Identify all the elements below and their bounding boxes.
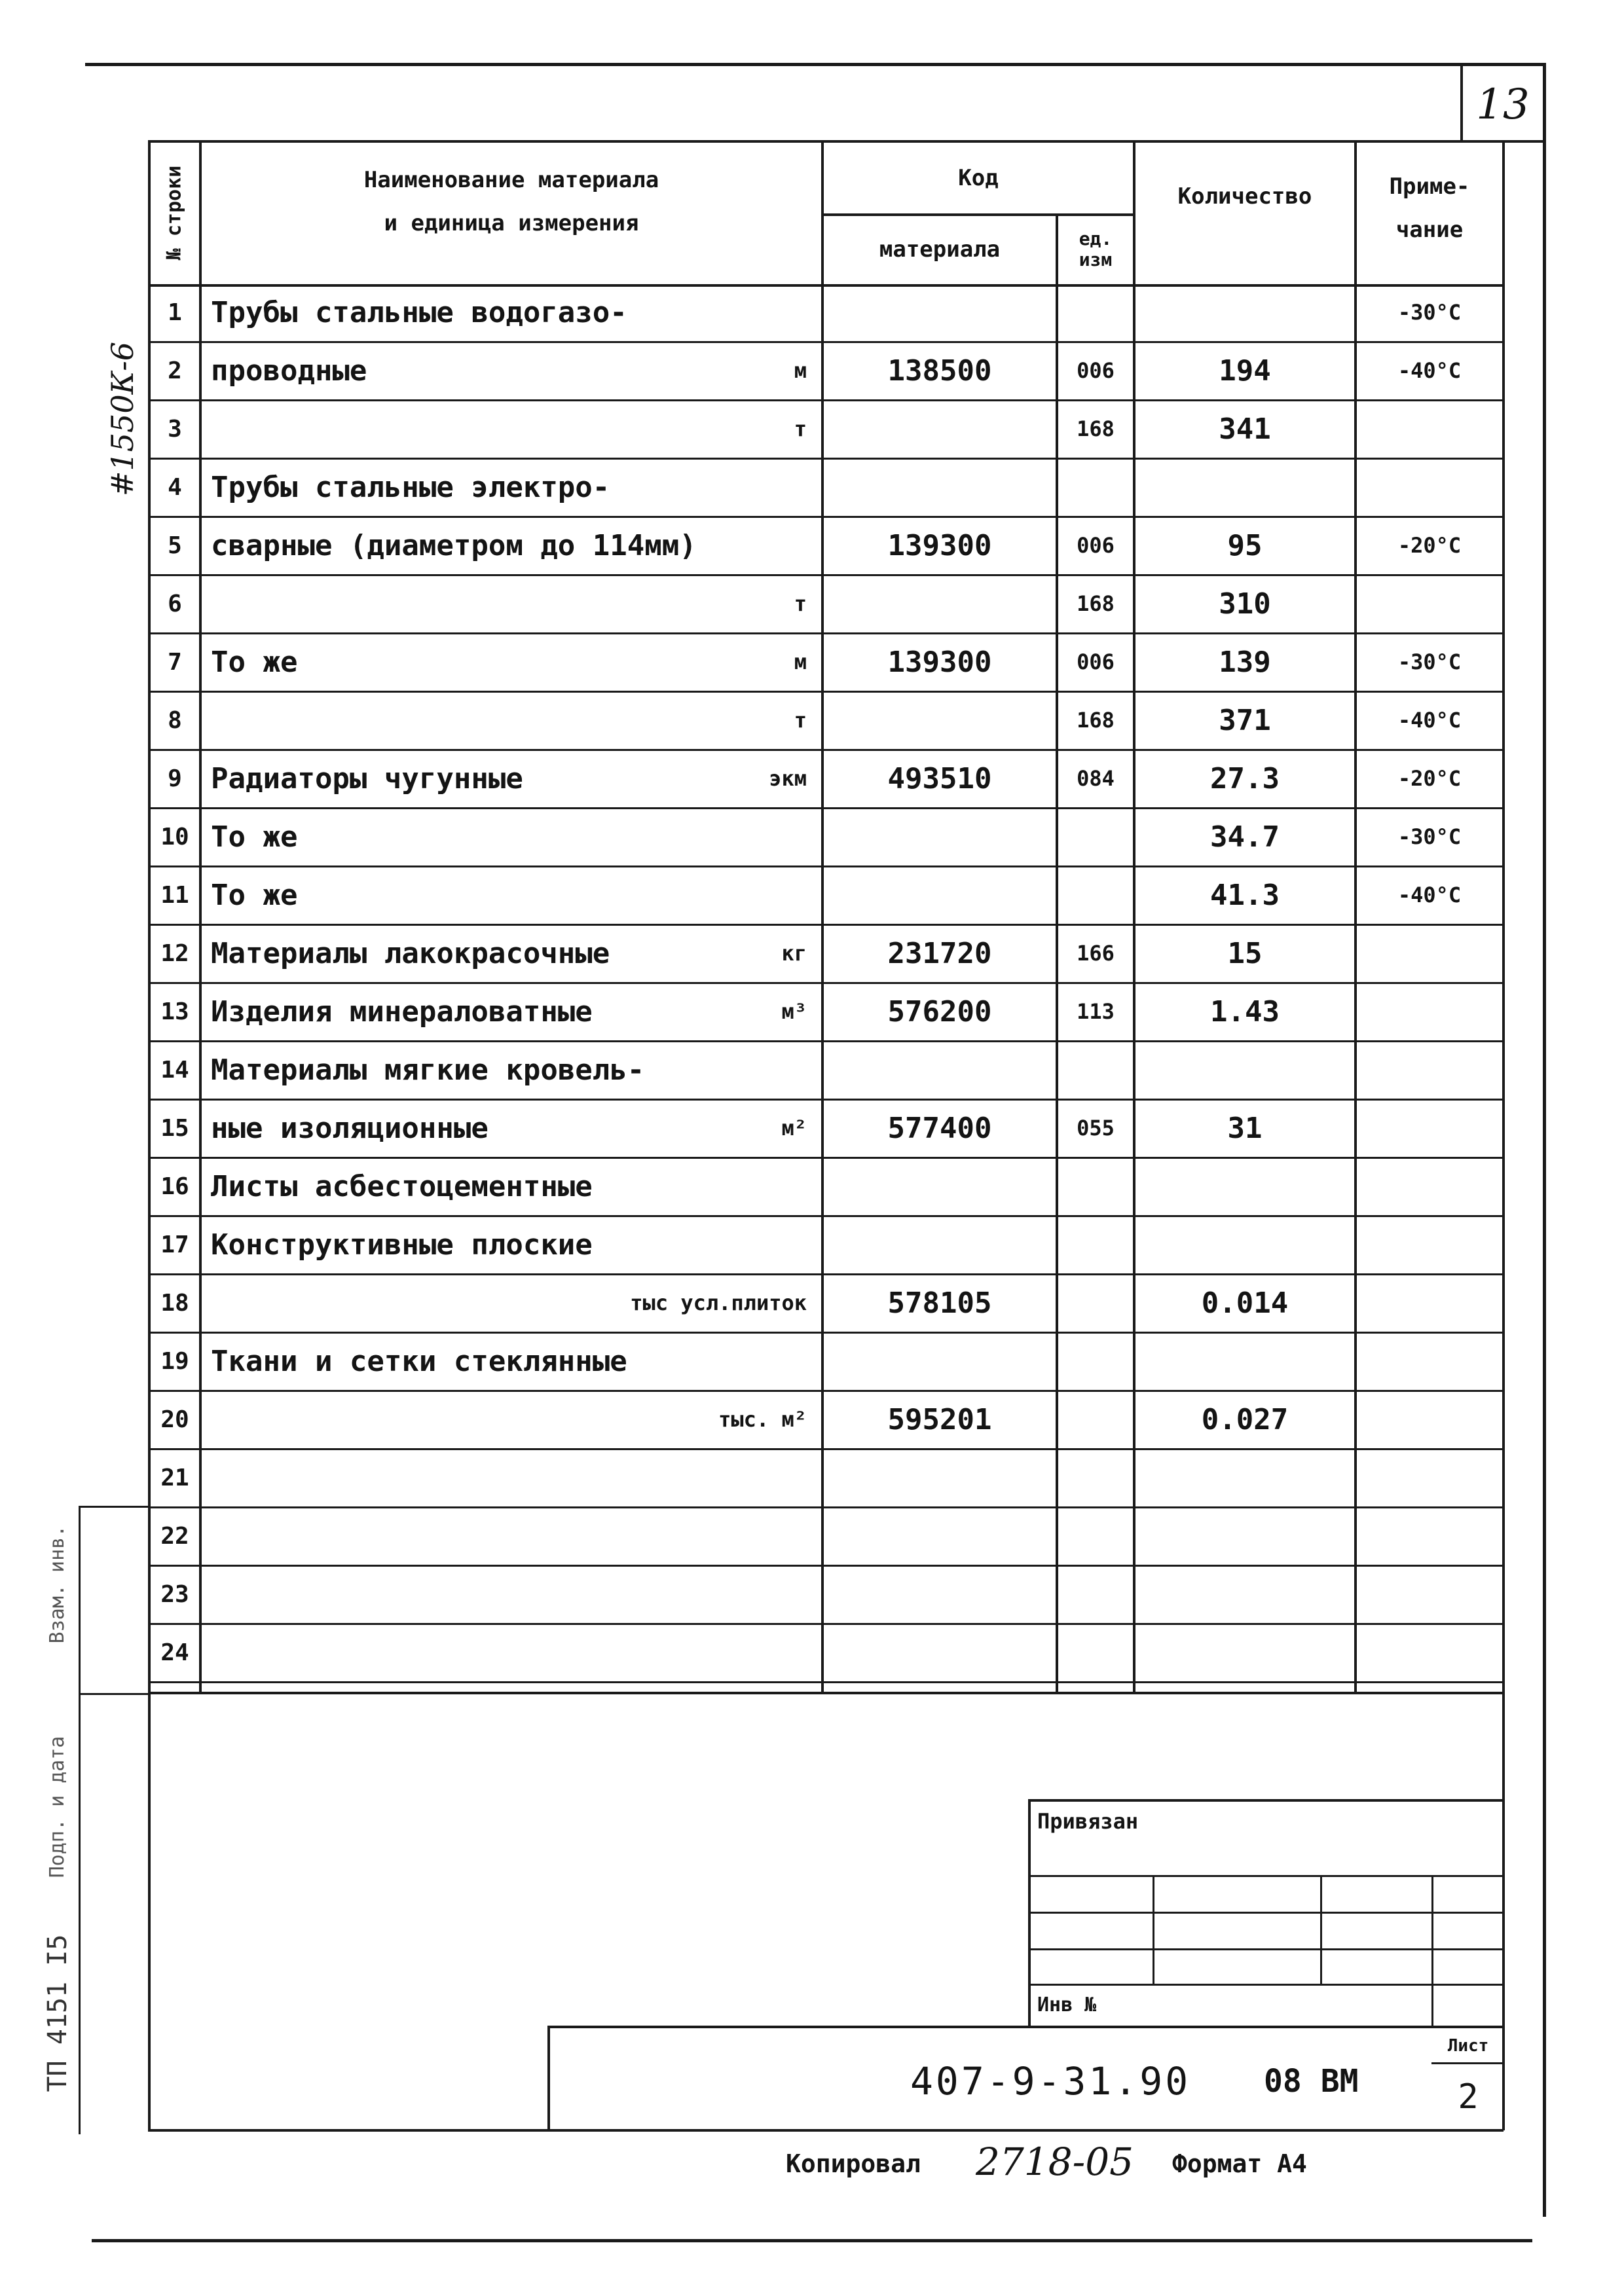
row-number: 16 xyxy=(160,1173,189,1200)
material-code xyxy=(824,809,1056,865)
unit-code: 168 xyxy=(1077,591,1115,616)
quantity xyxy=(1135,1566,1354,1622)
material-unit: кг xyxy=(781,941,807,966)
header-note-line1: Приме- xyxy=(1389,173,1470,200)
row-number: 21 xyxy=(160,1464,189,1491)
material-name: Трубы стальные водогазо- xyxy=(211,295,627,329)
material-name: То же xyxy=(211,878,298,912)
row-number: 17 xyxy=(160,1231,189,1258)
unit-code xyxy=(1058,1566,1133,1622)
unit-code xyxy=(1058,1158,1133,1214)
material-name xyxy=(211,1391,669,1448)
material-unit xyxy=(655,1042,807,1098)
row-number: 7 xyxy=(168,648,182,676)
row-number: 20 xyxy=(160,1406,189,1433)
material-unit xyxy=(655,1508,807,1564)
sheet-label: Лист xyxy=(1447,2036,1489,2056)
material-unit: тыс. м² xyxy=(718,1407,807,1432)
side-label-replace: Взам. инв. xyxy=(46,1525,69,1644)
material-name xyxy=(211,1624,669,1681)
sheet-box-split xyxy=(1431,2062,1504,2064)
row-divider xyxy=(148,1681,1504,1683)
material-code xyxy=(824,1449,1056,1506)
material-code: 576200 xyxy=(887,994,992,1029)
note xyxy=(1357,1333,1502,1389)
stamp-vline-2 xyxy=(1320,1875,1322,1985)
unit-code xyxy=(1058,1333,1133,1389)
note xyxy=(1357,925,1502,981)
table-bottom-line xyxy=(148,1692,1504,1694)
unit-code xyxy=(1058,1275,1133,1331)
unit-code xyxy=(1058,284,1133,340)
row-number: 14 xyxy=(160,1056,189,1084)
frame-bottom-line xyxy=(148,2129,1504,2132)
material-code: 578105 xyxy=(887,1286,992,1320)
material-unit: м³ xyxy=(781,999,807,1024)
row-number: 5 xyxy=(168,532,182,559)
quantity: 15 xyxy=(1227,936,1263,970)
quantity xyxy=(1135,1449,1354,1506)
unit-code: 006 xyxy=(1077,649,1115,674)
page-number: 13 xyxy=(1476,81,1530,129)
note xyxy=(1357,1508,1502,1564)
material-unit xyxy=(655,1216,807,1273)
material-name: Ткани и сетки стеклянные xyxy=(211,1344,627,1378)
col-line-num xyxy=(199,140,202,1692)
material-name: Радиаторы чугунные xyxy=(211,761,523,795)
quantity: 95 xyxy=(1227,528,1263,562)
unit-code: 168 xyxy=(1077,416,1115,441)
row-number: 24 xyxy=(160,1639,189,1666)
unit-code: 006 xyxy=(1077,358,1115,383)
row-number: 8 xyxy=(168,706,182,734)
col-line-note xyxy=(1502,140,1505,2130)
quantity: 371 xyxy=(1219,703,1271,737)
header-row-num: № строки xyxy=(162,165,185,261)
material-unit xyxy=(655,459,807,515)
material-unit: м xyxy=(794,358,807,383)
material-name: Изделия минераловатные xyxy=(211,994,593,1029)
unit-code: 166 xyxy=(1077,941,1115,966)
quantity xyxy=(1135,1333,1354,1389)
note: -40°С xyxy=(1397,883,1462,907)
material-code xyxy=(824,1566,1056,1622)
material-code xyxy=(824,401,1056,457)
quantity: 341 xyxy=(1219,412,1271,446)
material-name: Материалы мягкие кровель- xyxy=(211,1053,645,1087)
row-number: 3 xyxy=(168,415,182,443)
material-unit xyxy=(655,284,807,340)
material-name: проводные xyxy=(211,354,367,388)
material-unit xyxy=(655,1566,807,1622)
page-bottom-rule xyxy=(92,2239,1532,2242)
note xyxy=(1357,1042,1502,1098)
material-unit xyxy=(655,1333,807,1389)
material-code xyxy=(824,1508,1056,1564)
material-name: То же xyxy=(211,820,298,854)
material-name xyxy=(211,1449,669,1506)
note: -20°С xyxy=(1397,766,1462,791)
material-code: 138500 xyxy=(887,354,992,388)
material-code xyxy=(824,1158,1056,1214)
material-code xyxy=(824,459,1056,515)
stamp-top-line xyxy=(1028,1799,1504,1802)
unit-code: 006 xyxy=(1077,533,1115,558)
material-unit: экм xyxy=(769,766,807,791)
row-number: 15 xyxy=(160,1114,189,1142)
row-number: 22 xyxy=(160,1522,189,1550)
quantity xyxy=(1135,284,1354,340)
material-code xyxy=(824,284,1056,340)
material-name xyxy=(211,1275,669,1331)
row-number: 2 xyxy=(168,357,182,384)
quantity xyxy=(1135,1042,1354,1098)
material-unit xyxy=(655,809,807,865)
material-name xyxy=(211,575,669,632)
material-unit: м xyxy=(794,649,807,674)
note: -30°С xyxy=(1397,649,1462,674)
row-number: 11 xyxy=(160,881,189,909)
material-code: 139300 xyxy=(887,645,992,679)
material-code: 595201 xyxy=(887,1402,992,1436)
stamp-vline-1 xyxy=(1153,1875,1154,1985)
row-number: 1 xyxy=(168,299,182,326)
material-name: сварные (диаметром до 114мм) xyxy=(211,528,697,562)
note xyxy=(1357,575,1502,632)
binding-strip-divider xyxy=(79,1693,149,1695)
material-unit xyxy=(655,867,807,923)
quantity: 310 xyxy=(1219,587,1271,621)
material-name: Конструктивные плоские xyxy=(211,1228,593,1262)
note xyxy=(1357,1391,1502,1448)
unit-code xyxy=(1058,1216,1133,1273)
row-number: 19 xyxy=(160,1347,189,1375)
material-code xyxy=(824,575,1056,632)
doc-suffix: 08 ВМ xyxy=(1264,2063,1359,2100)
doc-code: 407-9-31.90 xyxy=(910,2059,1191,2104)
quantity: 1.43 xyxy=(1210,994,1280,1029)
note: -30°С xyxy=(1397,300,1462,325)
material-unit: тыс усл.плиток xyxy=(630,1290,807,1315)
note: -40°С xyxy=(1397,358,1462,383)
side-archive-number: #1550К-6 xyxy=(105,341,140,497)
titleblock-top-line xyxy=(547,2026,1504,2028)
row-number: 9 xyxy=(168,765,182,792)
material-unit: т xyxy=(794,416,807,441)
quantity: 41.3 xyxy=(1210,878,1280,912)
quantity: 194 xyxy=(1219,354,1271,388)
note xyxy=(1357,1275,1502,1331)
material-name xyxy=(211,1508,669,1564)
material-unit xyxy=(655,1449,807,1506)
unit-code xyxy=(1058,867,1133,923)
quantity: 31 xyxy=(1227,1111,1263,1145)
material-code xyxy=(824,1624,1056,1681)
quantity: 34.7 xyxy=(1210,820,1280,854)
material-unit: т xyxy=(794,708,807,733)
material-unit xyxy=(655,1624,807,1681)
header-name-line2: и единица измерения xyxy=(384,210,639,236)
material-name xyxy=(211,1566,669,1622)
material-name: Трубы стальные электро- xyxy=(211,470,610,504)
quantity: 139 xyxy=(1219,645,1271,679)
unit-code: 113 xyxy=(1077,999,1115,1024)
material-unit: т xyxy=(794,591,807,616)
note xyxy=(1357,459,1502,515)
stamp-privyazan: Привязан xyxy=(1037,1809,1139,1834)
quantity: 27.3 xyxy=(1210,761,1280,795)
material-code xyxy=(824,1333,1056,1389)
side-label-sign: Подп. и дата xyxy=(46,1736,69,1878)
header-name-line1: Наименование материала xyxy=(363,167,659,193)
material-name: Материалы лакокрасочные xyxy=(211,936,610,970)
quantity xyxy=(1135,1216,1354,1273)
note: -30°С xyxy=(1397,824,1462,849)
unit-code: 084 xyxy=(1077,766,1115,791)
unit-code xyxy=(1058,459,1133,515)
note xyxy=(1357,1158,1502,1214)
note xyxy=(1357,983,1502,1040)
unit-code xyxy=(1058,1508,1133,1564)
row-number: 13 xyxy=(160,998,189,1025)
header-code-unit: ед. изм xyxy=(1079,228,1113,270)
material-code xyxy=(824,1216,1056,1273)
row-number: 4 xyxy=(168,473,182,501)
footer-copied-number: 2718-05 xyxy=(976,2140,1134,2184)
material-code xyxy=(824,1042,1056,1098)
row-number: 12 xyxy=(160,939,189,967)
material-code: 493510 xyxy=(887,761,992,795)
unit-code xyxy=(1058,809,1133,865)
binding-strip-top xyxy=(79,1506,149,1508)
note: -20°С xyxy=(1397,533,1462,558)
note xyxy=(1357,1216,1502,1273)
row-number: 18 xyxy=(160,1289,189,1317)
stamp-vline-3 xyxy=(1431,1875,1433,2028)
header-note-line2: чание xyxy=(1395,217,1464,243)
quantity xyxy=(1135,1508,1354,1564)
quantity xyxy=(1135,1624,1354,1681)
stamp-inv-no: Инв № xyxy=(1037,1993,1097,2016)
header-top-line xyxy=(148,140,1504,143)
quantity: 0.014 xyxy=(1201,1286,1289,1320)
note xyxy=(1357,1624,1502,1681)
note xyxy=(1357,1449,1502,1506)
note: -40°С xyxy=(1397,708,1462,733)
material-name: Листы асбестоцементные xyxy=(211,1169,593,1203)
material-name: То же xyxy=(211,645,298,679)
note xyxy=(1357,1100,1502,1156)
row-number: 6 xyxy=(168,590,182,617)
side-label-bottom: ТП 4151 I5 xyxy=(43,1934,73,2092)
material-code xyxy=(824,692,1056,748)
unit-code xyxy=(1058,1624,1133,1681)
material-code: 577400 xyxy=(887,1111,992,1145)
unit-code: 168 xyxy=(1077,708,1115,733)
header-code-material: материала xyxy=(879,236,1001,263)
note xyxy=(1357,1566,1502,1622)
material-code: 231720 xyxy=(887,936,992,970)
sheet-number: 2 xyxy=(1458,2077,1479,2117)
frame-top-line xyxy=(85,63,1545,66)
unit-code: 055 xyxy=(1077,1116,1115,1140)
frame-right-line xyxy=(1543,63,1546,2217)
header-code: Код xyxy=(958,165,999,191)
material-code: 139300 xyxy=(887,528,992,562)
quantity: 0.027 xyxy=(1201,1402,1289,1436)
material-name xyxy=(211,692,669,748)
note xyxy=(1357,401,1502,457)
material-unit: м² xyxy=(781,1116,807,1140)
unit-code xyxy=(1058,1391,1133,1448)
row-number: 23 xyxy=(160,1580,189,1608)
titleblock-left-line xyxy=(547,2026,550,2132)
footer-copied-label: Копировал xyxy=(786,2149,921,2178)
material-name: ные изоляционные xyxy=(211,1111,489,1145)
material-unit xyxy=(655,1158,807,1214)
unit-code xyxy=(1058,1042,1133,1098)
material-unit xyxy=(655,517,807,574)
binding-strip-left xyxy=(79,1506,81,2134)
material-name xyxy=(211,401,669,457)
material-code xyxy=(824,867,1056,923)
footer-format: Формат А4 xyxy=(1172,2149,1307,2178)
stamp-left-line xyxy=(1028,1799,1031,2028)
quantity xyxy=(1135,459,1354,515)
unit-code xyxy=(1058,1449,1133,1506)
row-number: 10 xyxy=(160,823,189,850)
quantity xyxy=(1135,1158,1354,1214)
header-quantity: Количество xyxy=(1177,183,1312,210)
